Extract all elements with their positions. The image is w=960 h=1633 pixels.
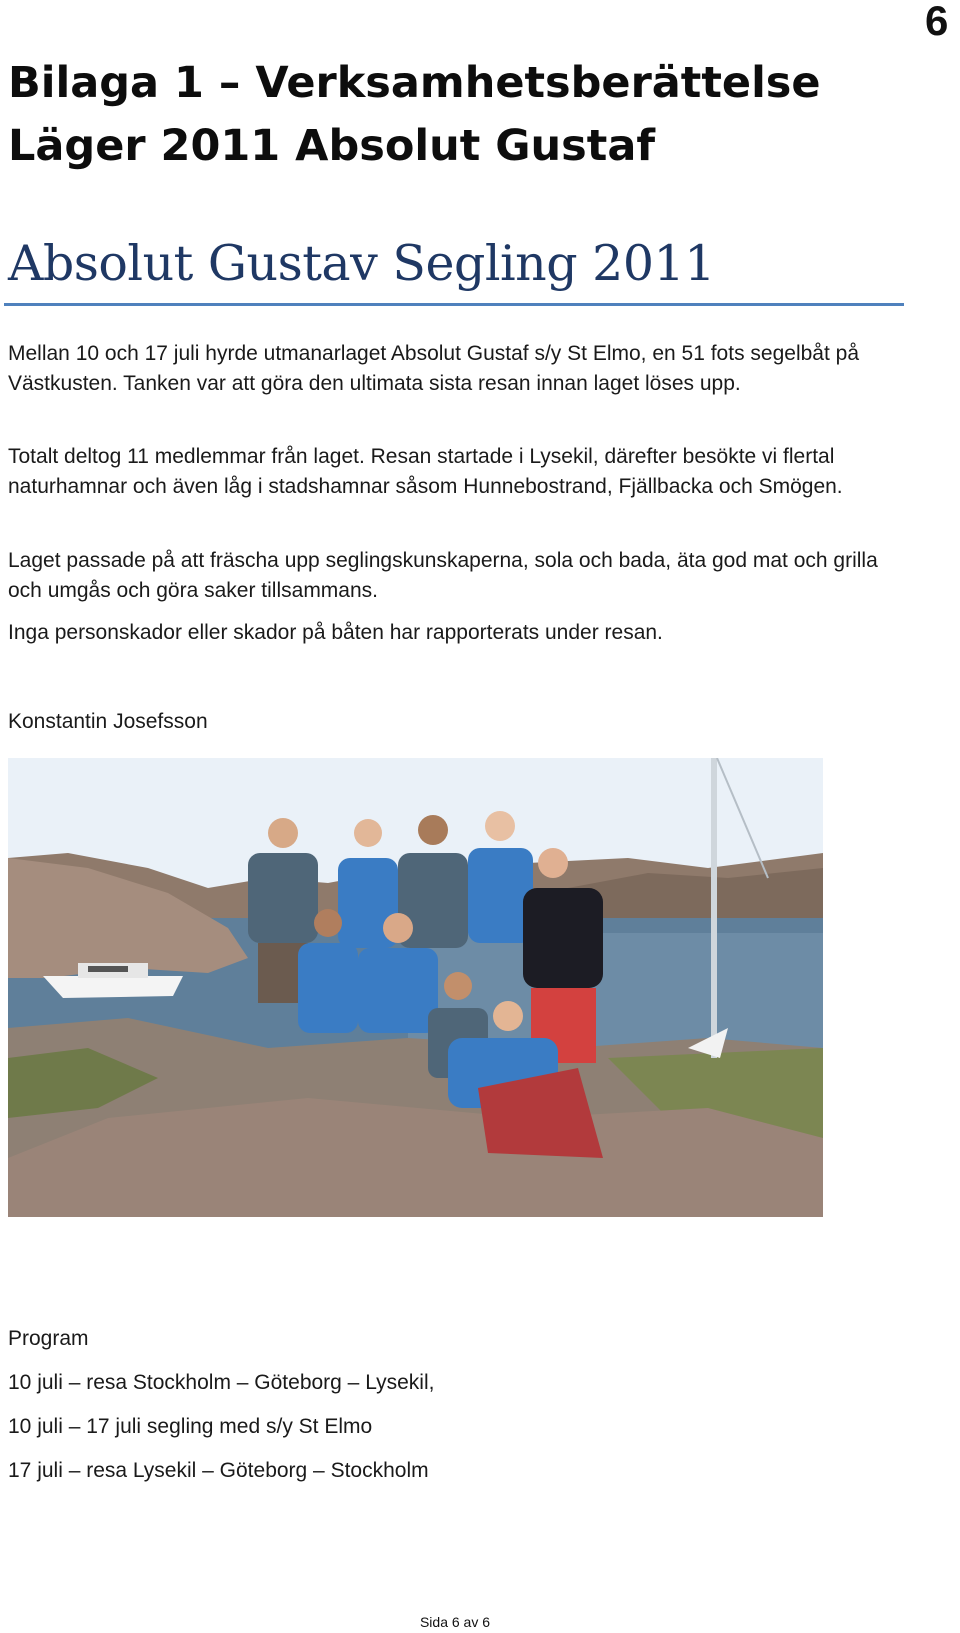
program-item: 10 juli – resa Stockholm – Göteborg – Lysekil, xyxy=(8,1371,435,1394)
paragraph-participants: Totalt deltog 11 medlemmar från laget. Resan startade i Lysekil, därefter besökte vi flertal naturhamnar och även låg i stadshamnar såsom Hunnebostrand, Fjällbacka och Smögen. xyxy=(8,445,843,498)
page-footer: Sida 6 av 6 xyxy=(419,1614,491,1630)
group-photo-illustration xyxy=(8,758,823,1217)
paragraph-safety: Inga personskador eller skador på båten har rapporterats under resan. xyxy=(8,621,663,644)
paragraph-intro: Mellan 10 och 17 juli hyrde utmanarlaget Absolut Gustaf s/y St Elmo, en 51 fots segelbåt på Västkusten. Tanken var att göra den ultimata sista resan innan laget löses upp. xyxy=(8,342,859,395)
section-heading: Absolut Gustav Segling 2011 xyxy=(8,235,715,292)
page-number: 6 xyxy=(925,0,949,44)
document-title xyxy=(8,52,908,178)
program-item: 10 juli – 17 juli segling med s/y St Elmo xyxy=(8,1415,373,1438)
author-name: Konstantin Josefsson xyxy=(8,710,208,733)
heading-divider xyxy=(4,303,904,306)
program-item: 17 juli – resa Lysekil – Göteborg – Stockholm xyxy=(8,1459,429,1482)
program-list xyxy=(8,1368,434,1500)
title-line-1: Bilaga 1 – Verksamhetsberättelse xyxy=(8,58,821,108)
program-title: Program xyxy=(8,1327,89,1350)
title-line-2: Läger 2011 Absolut Gustaf xyxy=(8,121,656,171)
paragraph-activities: Laget passade på att fräscha upp seglingskunskaperna, sola och bada, äta god mat och grilla och umgås och göra saker tillsammans. xyxy=(8,549,878,602)
group-photo xyxy=(8,758,823,1217)
